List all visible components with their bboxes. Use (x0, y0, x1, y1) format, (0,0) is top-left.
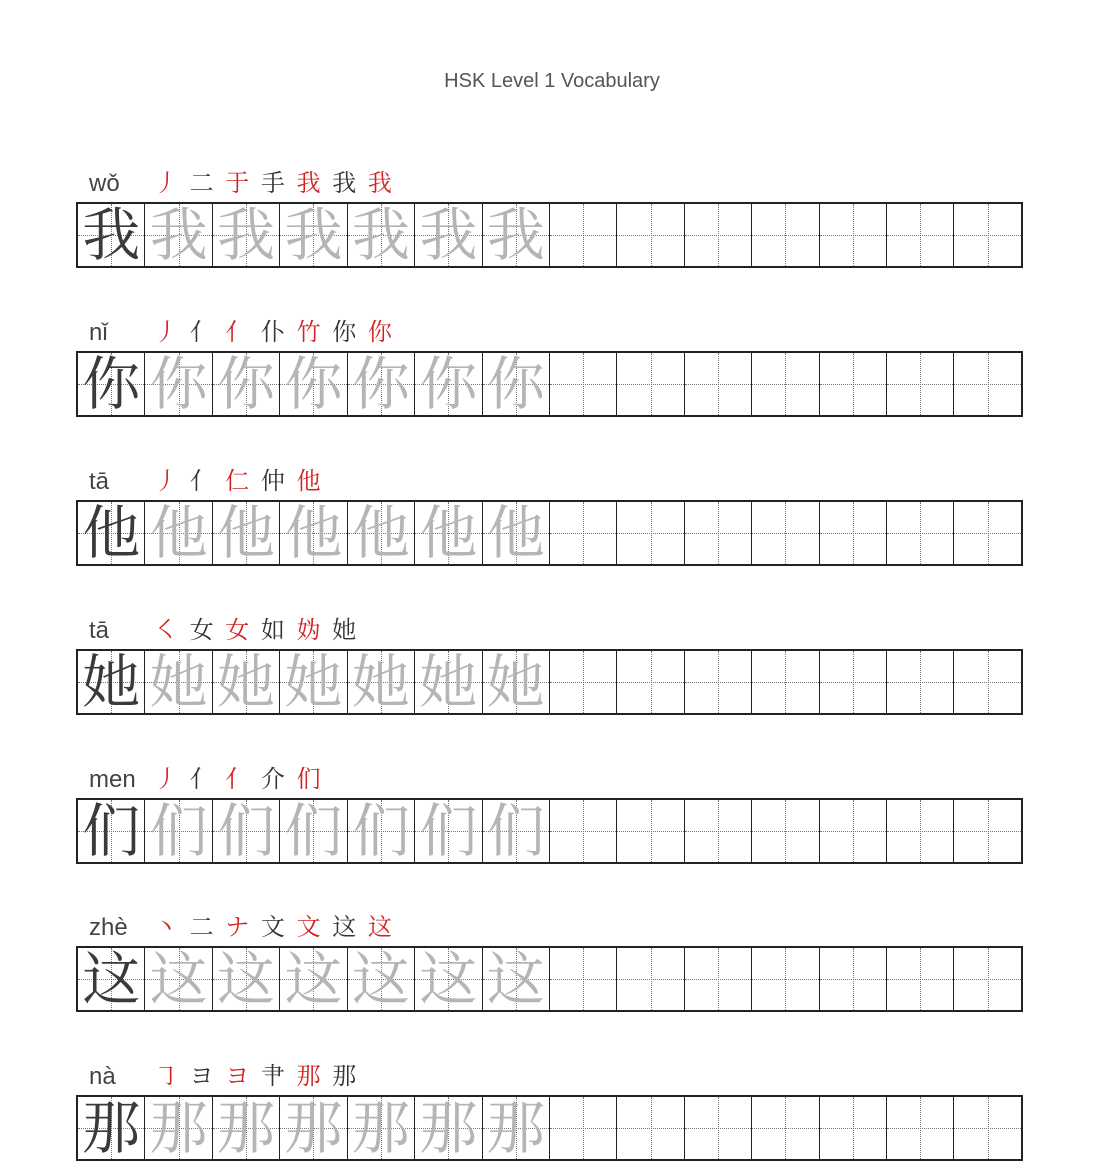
practice-entry (76, 904, 1023, 1012)
trace-character: 们 (486, 800, 545, 862)
stroke-step: 女 (225, 616, 252, 644)
trace-character: 这 (217, 948, 276, 1010)
trace-cell (280, 1097, 347, 1159)
trace-character: 我 (351, 204, 410, 266)
blank-cell[interactable] (887, 502, 954, 564)
trace-character: 那 (149, 1097, 208, 1159)
model-cell (78, 204, 145, 266)
stroke-step: 你 (367, 318, 394, 346)
entry-header (76, 607, 1023, 647)
blank-cell[interactable] (685, 502, 752, 564)
trace-character: 我 (284, 204, 343, 266)
blank-cell[interactable] (685, 948, 752, 1010)
trace-cell (213, 800, 280, 862)
model-cell (78, 948, 145, 1010)
model-cell (78, 353, 145, 415)
blank-cell[interactable] (752, 651, 819, 713)
entry-header (76, 309, 1023, 349)
trace-character: 们 (351, 800, 410, 862)
trace-cell (415, 204, 482, 266)
practice-entry (76, 756, 1023, 864)
blank-cell[interactable] (685, 651, 752, 713)
trace-character: 那 (284, 1097, 343, 1159)
trace-character: 那 (217, 1097, 276, 1159)
practice-grid (76, 1095, 1023, 1161)
stroke-order (154, 163, 394, 198)
stroke-order (154, 312, 394, 347)
trace-cell (213, 502, 280, 564)
trace-cell (483, 204, 550, 266)
blank-cell[interactable] (752, 800, 819, 862)
practice-grid (76, 500, 1023, 566)
stroke-step: 我 (296, 169, 323, 197)
blank-cell[interactable] (954, 1097, 1020, 1159)
trace-character: 那 (486, 1097, 545, 1159)
blank-cell[interactable] (954, 353, 1020, 415)
trace-cell (280, 651, 347, 713)
trace-cell (213, 1097, 280, 1159)
blank-cell[interactable] (887, 948, 954, 1010)
trace-cell (213, 353, 280, 415)
stroke-step: 亻 (225, 765, 252, 793)
entry-header (76, 1053, 1023, 1093)
stroke-step: 介 (260, 765, 287, 793)
entry-header (76, 756, 1023, 796)
blank-cell[interactable] (954, 502, 1020, 564)
blank-cell[interactable] (550, 948, 617, 1010)
stroke-step: 丿 (154, 765, 180, 793)
pinyin-label: zhè (89, 914, 128, 941)
trace-character: 她 (217, 651, 276, 713)
stroke-step: 仲 (260, 467, 287, 495)
trace-cell (213, 651, 280, 713)
blank-cell[interactable] (550, 353, 617, 415)
trace-character: 你 (419, 353, 478, 415)
trace-character: 这 (486, 948, 545, 1010)
trace-cell (415, 800, 482, 862)
entry-header (76, 904, 1023, 944)
trace-character: 你 (217, 353, 276, 415)
trace-cell (415, 651, 482, 713)
blank-cell[interactable] (887, 1097, 954, 1159)
stroke-step: 我 (367, 169, 394, 197)
model-cell (78, 1097, 145, 1159)
stroke-order (154, 759, 323, 794)
blank-cell[interactable] (685, 204, 752, 266)
trace-character: 们 (419, 800, 478, 862)
blank-cell[interactable] (954, 651, 1020, 713)
trace-character: 你 (486, 353, 545, 415)
trace-cell (213, 204, 280, 266)
model-cell (78, 800, 145, 862)
practice-entry (76, 160, 1023, 268)
blank-cell[interactable] (820, 502, 887, 564)
trace-cell (348, 204, 415, 266)
trace-cell (483, 353, 550, 415)
blank-cell[interactable] (617, 948, 684, 1010)
blank-cell[interactable] (550, 204, 617, 266)
trace-cell (145, 651, 212, 713)
practice-grid (76, 798, 1023, 864)
entry-header (76, 458, 1023, 498)
blank-cell[interactable] (820, 353, 887, 415)
trace-cell (348, 502, 415, 564)
trace-cell (483, 1097, 550, 1159)
blank-cell[interactable] (617, 1097, 684, 1159)
blank-cell[interactable] (550, 1097, 617, 1159)
trace-character: 他 (419, 502, 478, 564)
stroke-step: ナ (225, 913, 252, 941)
blank-cell[interactable] (617, 800, 684, 862)
pinyin-label: wǒ (89, 170, 120, 197)
stroke-step: 那 (332, 1062, 359, 1090)
trace-character: 我 (217, 204, 276, 266)
stroke-step: 仆 (260, 318, 287, 346)
trace-character: 们 (217, 800, 276, 862)
trace-cell (145, 204, 212, 266)
blank-cell[interactable] (752, 204, 819, 266)
trace-cell (213, 948, 280, 1010)
stroke-step: 丿 (154, 169, 180, 197)
trace-cell (348, 651, 415, 713)
trace-cell (348, 353, 415, 415)
model-character: 她 (82, 651, 141, 713)
trace-character: 他 (351, 502, 410, 564)
stroke-step: 她 (332, 616, 359, 644)
stroke-step: 你 (332, 318, 359, 346)
stroke-step: 手 (260, 169, 287, 197)
trace-cell (348, 800, 415, 862)
trace-character: 们 (149, 800, 208, 862)
stroke-step: ㇆ (154, 1062, 180, 1090)
stroke-step: 如 (260, 616, 287, 644)
trace-character: 你 (284, 353, 343, 415)
trace-cell (145, 502, 212, 564)
stroke-step: 他 (296, 467, 323, 495)
blank-cell[interactable] (685, 800, 752, 862)
model-character: 我 (82, 204, 141, 266)
model-character: 那 (82, 1097, 141, 1159)
trace-character: 她 (351, 651, 410, 713)
trace-character: 她 (419, 651, 478, 713)
trace-character: 她 (284, 651, 343, 713)
model-cell (78, 651, 145, 713)
blank-cell[interactable] (752, 502, 819, 564)
stroke-step: ヨ (225, 1062, 252, 1090)
blank-cell[interactable] (887, 353, 954, 415)
trace-character: 你 (351, 353, 410, 415)
blank-cell[interactable] (820, 1097, 887, 1159)
stroke-step: 于 (225, 169, 252, 197)
trace-cell (280, 353, 347, 415)
stroke-step: 妫 (296, 616, 323, 644)
blank-cell[interactable] (550, 800, 617, 862)
practice-entry (76, 607, 1023, 715)
blank-cell[interactable] (752, 1097, 819, 1159)
blank-cell[interactable] (954, 948, 1020, 1010)
blank-cell[interactable] (617, 502, 684, 564)
trace-cell (145, 1097, 212, 1159)
blank-cell[interactable] (954, 800, 1020, 862)
blank-cell[interactable] (887, 204, 954, 266)
blank-cell[interactable] (685, 1097, 752, 1159)
stroke-step: 亻 (189, 318, 216, 346)
trace-cell (415, 353, 482, 415)
blank-cell[interactable] (617, 651, 684, 713)
stroke-step: 文 (296, 913, 323, 941)
pinyin-label: tā (89, 617, 110, 644)
trace-character: 他 (486, 502, 545, 564)
model-cell (78, 502, 145, 564)
stroke-step: ヨ (189, 1062, 216, 1090)
pinyin-label: tā (89, 468, 110, 495)
trace-cell (483, 948, 550, 1010)
stroke-step: 仁 (225, 467, 252, 495)
model-character: 你 (82, 353, 141, 415)
practice-grid (76, 351, 1023, 417)
blank-cell[interactable] (752, 353, 819, 415)
trace-cell (483, 800, 550, 862)
practice-entry (76, 458, 1023, 566)
stroke-step: 二 (189, 913, 216, 941)
blank-cell[interactable] (954, 204, 1020, 266)
trace-cell (280, 502, 347, 564)
stroke-step: 亻 (189, 467, 216, 495)
trace-cell (483, 502, 550, 564)
practice-entry (76, 1053, 1023, 1161)
trace-character: 那 (419, 1097, 478, 1159)
trace-character: 这 (419, 948, 478, 1010)
stroke-step: 这 (332, 913, 359, 941)
stroke-step: 们 (296, 765, 323, 793)
stroke-step: 女 (189, 616, 216, 644)
stroke-step: 丶 (154, 913, 180, 941)
stroke-step: ㇛ (154, 616, 180, 644)
trace-cell (348, 1097, 415, 1159)
model-character: 们 (82, 800, 141, 862)
stroke-step: 那 (296, 1062, 323, 1090)
stroke-order (154, 610, 358, 645)
stroke-step: 二 (189, 169, 216, 197)
trace-cell (280, 204, 347, 266)
model-character: 这 (82, 948, 141, 1010)
trace-cell (415, 948, 482, 1010)
page-title: HSK Level 1 Vocabulary (444, 70, 660, 92)
pinyin-label: nà (89, 1063, 116, 1090)
stroke-step: 竹 (296, 318, 323, 346)
trace-character: 他 (217, 502, 276, 564)
trace-cell (415, 502, 482, 564)
trace-character: 这 (284, 948, 343, 1010)
trace-cell (280, 948, 347, 1010)
trace-cell (145, 948, 212, 1010)
trace-character: 我 (149, 204, 208, 266)
model-character: 他 (82, 502, 141, 564)
stroke-step: 丿 (154, 467, 180, 495)
blank-cell[interactable] (887, 651, 954, 713)
blank-cell[interactable] (820, 204, 887, 266)
trace-cell (483, 651, 550, 713)
stroke-order (154, 1056, 358, 1091)
trace-character: 他 (149, 502, 208, 564)
trace-cell (348, 948, 415, 1010)
trace-cell (280, 800, 347, 862)
blank-cell[interactable] (820, 651, 887, 713)
stroke-step: 亻 (225, 318, 252, 346)
blank-cell[interactable] (550, 651, 617, 713)
trace-character: 她 (149, 651, 208, 713)
trace-cell (145, 353, 212, 415)
pinyin-label: men (89, 766, 136, 793)
blank-cell[interactable] (752, 948, 819, 1010)
practice-grid (76, 649, 1023, 715)
trace-character: 他 (284, 502, 343, 564)
trace-character: 这 (351, 948, 410, 1010)
trace-character: 这 (149, 948, 208, 1010)
trace-cell (145, 800, 212, 862)
practice-entry (76, 309, 1023, 417)
trace-cell (415, 1097, 482, 1159)
stroke-step: 这 (367, 913, 394, 941)
stroke-step: 丿 (154, 318, 180, 346)
blank-cell[interactable] (617, 353, 684, 415)
stroke-step: 我 (332, 169, 359, 197)
trace-character: 她 (486, 651, 545, 713)
trace-character: 我 (419, 204, 478, 266)
stroke-step: 文 (260, 913, 287, 941)
blank-cell[interactable] (820, 948, 887, 1010)
trace-character: 我 (486, 204, 545, 266)
trace-character: 你 (149, 353, 208, 415)
trace-character: 那 (351, 1097, 410, 1159)
blank-cell[interactable] (617, 204, 684, 266)
blank-cell[interactable] (685, 353, 752, 415)
pinyin-label: nǐ (89, 319, 108, 346)
blank-cell[interactable] (887, 800, 954, 862)
stroke-order (154, 907, 394, 942)
blank-cell[interactable] (820, 800, 887, 862)
entry-header (76, 160, 1023, 200)
trace-character: 们 (284, 800, 343, 862)
practice-grid (76, 946, 1023, 1012)
stroke-step: 亻 (189, 765, 216, 793)
blank-cell[interactable] (550, 502, 617, 564)
stroke-step: 肀 (260, 1062, 287, 1090)
practice-grid (76, 202, 1023, 268)
stroke-order (154, 461, 323, 496)
